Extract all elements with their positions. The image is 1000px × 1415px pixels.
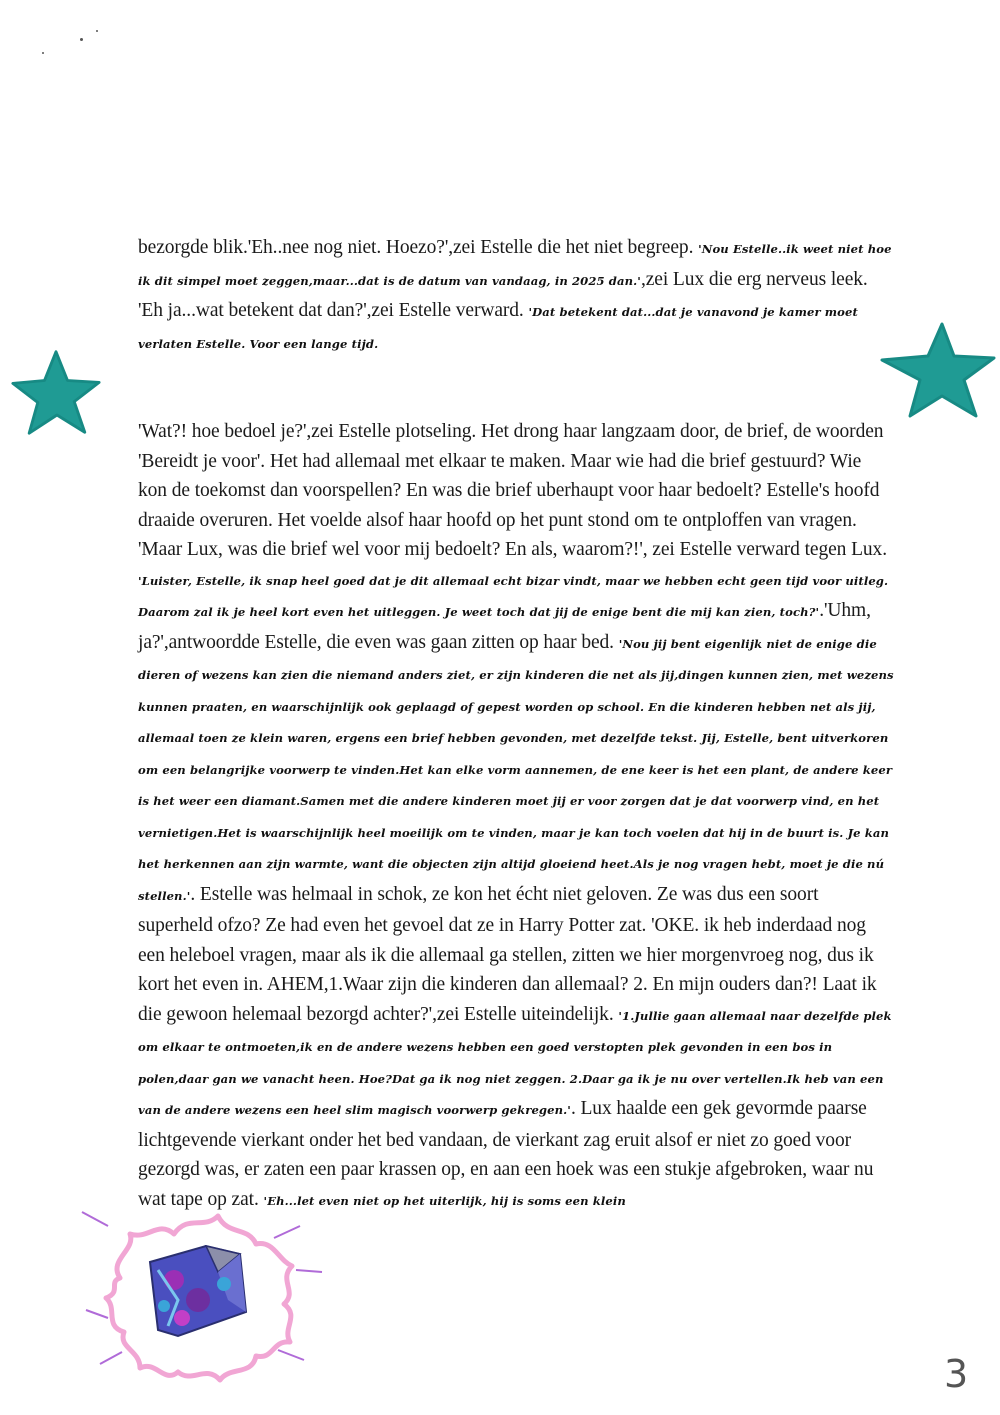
print-text: . Lux haalde een gek gevormde paarse lichtgevende vierkant onder het bed vandaan, de vierkant zag eruit alsof er niet zo goed voor gezorgd was, er zaten een paar krassen op, en aan een hoek was een stukje afgebroken, waar nu wat tape op zat. [138,1098,874,1210]
print-text: 'Wat?! hoe bedoel je?',zei Estelle plotseling. Het drong haar langzaam door, de brief, de woorden 'Bereidt je voor'. Het had allemaal met elkaar te maken. Maar wie had die brief gestuurd? Wie kon de toekomst dan voorspellen? En was die brief uberhaupt voor haar bedoelt? Estelle's hoofd draaide overuren. Het voelde alsof haar hoofd op het punt stond om te ontploffen van vragen. 'Maar Lux, was die brief wel voor mij bedoelt? En als, waarom?!', zei Estelle verward tegen Lux. [138,421,887,560]
handwritten-text: 'Eh...let even niet op het uiterlijk, hij is soms een klein [263,1193,626,1208]
print-text: .'Uhm, ja?',antwoordde Estelle, die even was gaan zitten op haar bed. [138,600,871,653]
scan-speck [96,30,98,32]
paragraph-1 [138,233,894,359]
scan-speck [80,38,83,41]
page-number: 3 [944,1352,969,1396]
handwritten-text: 'Dat betekent dat...dat je vanavond je kamer moet verlaten Estelle. Voor een lange tijd. [138,305,858,351]
scan-speck [42,52,44,54]
handwritten-text: 'Nou Estelle..ik weet niet hoe ik dit simpel moet zeggen,maar...dat is de datum van vandaag, in 2025 dan.' [138,242,892,288]
star-doodle-left-icon [8,346,104,438]
handwritten-text: 'Luister, Estelle, ik snap heel goed dat je dit allemaal echt bizar vindt, maar we hebben echt geen tijd voor uitleg. Daarom zal ik je heel kort even het uitleggen. Je weet toch dat jij de enige bent die mij kan zien, toch?' [138,573,889,619]
print-text: ,zei Lux die erg nerveus leek. 'Eh ja...wat betekent dat dan?',zei Estelle verward. [138,268,868,321]
print-text: . Estelle was helmaal in schok, ze kon het écht niet geloven. Ze was dus een soort superheld ofzo? Ze had even het gevoel dat ze in Harry Potter zat. 'OKE. ik heb inderdaad nog een heleboel vragen, maar als ik die allemaal ga stellen, zitten we hier morgenvroeg nog, dus ik kort het even in. AHEM,1.Waar zijn die kinderen dan allemaal? 2. En mijn ouders dan?! Laat ik die gewoon helemaal bezorgd achter?',zei Estelle uiteindelijk. [138,883,877,1025]
paragraph-2 [138,417,894,1216]
handwritten-text: 'Nou jij bent eigenlijk niet de enige die dieren of wezens kan zien die niemand anders ziet, er zijn kinderen die net als jij,dingen kunnen zien, met wezens kunnen praaten, en waarschijnlijk ook geplaagd of gepest worden op school. En die kinderen hebben net als jij, allemaal toen ze klein waren, ergens een brief hebben gevonden, met dezelfde tekst. Jij, Estelle, bent uitverkoren om een belangrijke voorwerp te vinden.Het kan elke vorm aannemen, de ene keer is het een plant, de andere keer is het weer een diamant.Samen met die andere kinderen moet jij er voor zorgen dat je dat voorwerp vind, en het vernietigen.Het is waarschijnlijk heel moeilijk om te vinden, maar je kan toch voelen dat hij in de buurt is. Je kan het herkennen aan zijn warmte, want die objecten zijn altijd gloeiend heet.Als je nog vragen hebt, moet je die nú stellen.' [138,636,894,903]
print-text: bezorgde blik.'Eh..nee nog niet. Hoezo?',zei Estelle die het niet begreep. [138,237,699,258]
handwritten-text: '1.Jullie gaan allemaal naar dezelfde plek om elkaar te ontmoeten,ik en de andere wezens hebben een goed verstopten plek gevonden in een bos in polen,daar gan we vanacht heen. Hoe?Dat ga ik nog niet zeggen. 2.Daar ga ik je nu over vertellen.Ik heb van een van de andere wezens een heel slim magisch voorwerp gekregen.' [138,1008,892,1117]
glowing-cube-doodle-icon [78,1200,328,1390]
star-doodle-right-icon [876,320,1000,420]
